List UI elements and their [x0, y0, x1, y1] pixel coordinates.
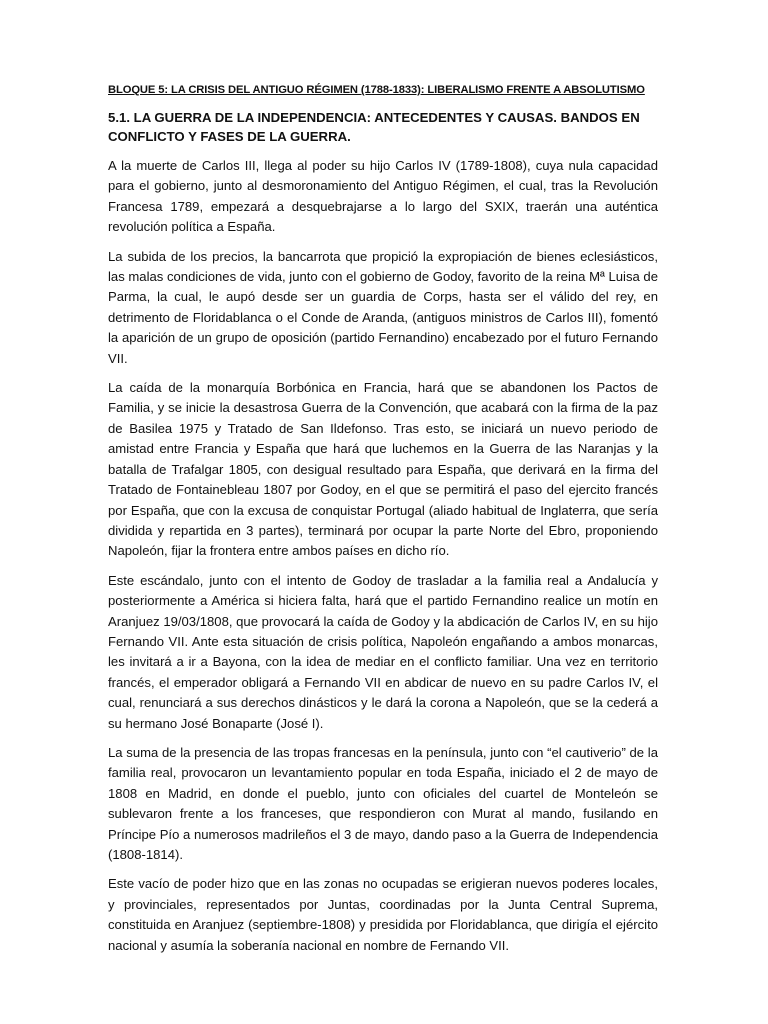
paragraph-2: La subida de los precios, la bancarrota que propició la expropiación de bienes eclesiásticos, las malas condiciones de vida, junto con el gobierno de Godoy, favorito de la reina Mª Luisa de Parma, la cual, le aupó desde ser un guardia de Corps, hasta ser el válido del rey, en detrimento de Floridablanca o el Conde de Aranda, (antiguos ministros de Carlos III), fomentó la aparición de un grupo de oposición (partido Fernandino) encabezado por el futuro Fernando VII. — [108, 248, 658, 366]
paragraph-6: Este vacío de poder hizo que en las zonas no ocupadas se erigieran nuevos poderes locales, y provinciales, representados por Juntas, coordinadas por la Junta Central Suprema, constituida en Aranjuez (septiembre-1808) y presidida por Floridablanca, que dirigía el ejército nacional y asumía la soberanía nacional en nombre de Fernando VII. — [108, 876, 658, 953]
paragraph-3: La caída de la monarquía Borbónica en Francia, hará que se abandonen los Pactos de Familia, y se inicie la desastrosa Guerra de la Convención, que acabará con la firma de la paz de Basilea 1975 y Tratado de San Ildefonso. Tras esto, se iniciará un nuevo periodo de amistad entre Francia y España que hará que luchemos en la Guerra de las Naranjas y la batalla de Trafalgar 1805, con desigual resultado para España, que derivará en la firma del Tratado de Fontainebleau 1807 por Godoy, en el que se permitirá el paso del ejercito francés por España, que con la excusa de conquistar Portugal (aliado habitual de Inglaterra, que sería dividida y repartida en 3 partes), terminará por ocupar la parte Norte del Ebro, proponiendo Napoleón, fijar la frontera entre ambos países en dicho río. — [108, 380, 658, 559]
block-title: BLOQUE 5: LA CRISIS DEL ANTIGUO RÉGIMEN (1788-1833): LIBERALISMO FRENTE A ABSOLUTISMO — [108, 84, 645, 96]
paragraph-5: La suma de la presencia de las tropas francesas en la península, junto con “el cautiverio” de la familia real, provocaron un levantamiento popular en toda España, iniciado el 2 de mayo de 1808 en Madrid, en donde el pueblo, junto con oficiales del cuartel de Monteleón se sublevaron frente a los franceses, que respondieron con Murat al mando, fusilando en Príncipe Pío a numerosos madrileños el 3 de mayo, dando paso a la Guerra de Independencia (1808-1814). — [108, 744, 658, 862]
document-page — [108, 84, 658, 965]
section-heading: 5.1. LA GUERRA DE LA INDEPENDENCIA: ANTECEDENTES Y CAUSAS. BANDOS EN CONFLICTO Y FASES DE LA GUERRA. — [108, 110, 640, 144]
paragraph-4: Este escándalo, junto con el intento de Godoy de trasladar a la familia real a Andalucía y posteriormente a América si hiciera falta, hará que el partido Fernandino realice un motín en Aranjuez 19/03/1808, que provocará la caída de Godoy y la abdicación de Carlos IV, en su hijo Fernando VII. Ante esta situación de crisis política, Napoleón engañando a ambos monarcas, les invitará a ir a Bayona, con la idea de mediar en el conflicto familiar. Una vez en territorio francés, el emperador obligará a Fernando VII en abdicar de nuevo en su padre Carlos IV, el cual, renunciará a sus derechos dinásticos y le dará la corona a Napoleón, que se la cederá a su hermano José Bonaparte (José I). — [108, 572, 658, 731]
paragraph-1: A la muerte de Carlos III, llega al poder su hijo Carlos IV (1789-1808), cuya nula capacidad para el gobierno, junto al desmoronamiento del Antiguo Régimen, el cual, tras la Revolución Francesa 1789, empezará a desquebrajarse a lo largo del SXIX, traerán una auténtica revolución política a España. — [108, 158, 658, 235]
